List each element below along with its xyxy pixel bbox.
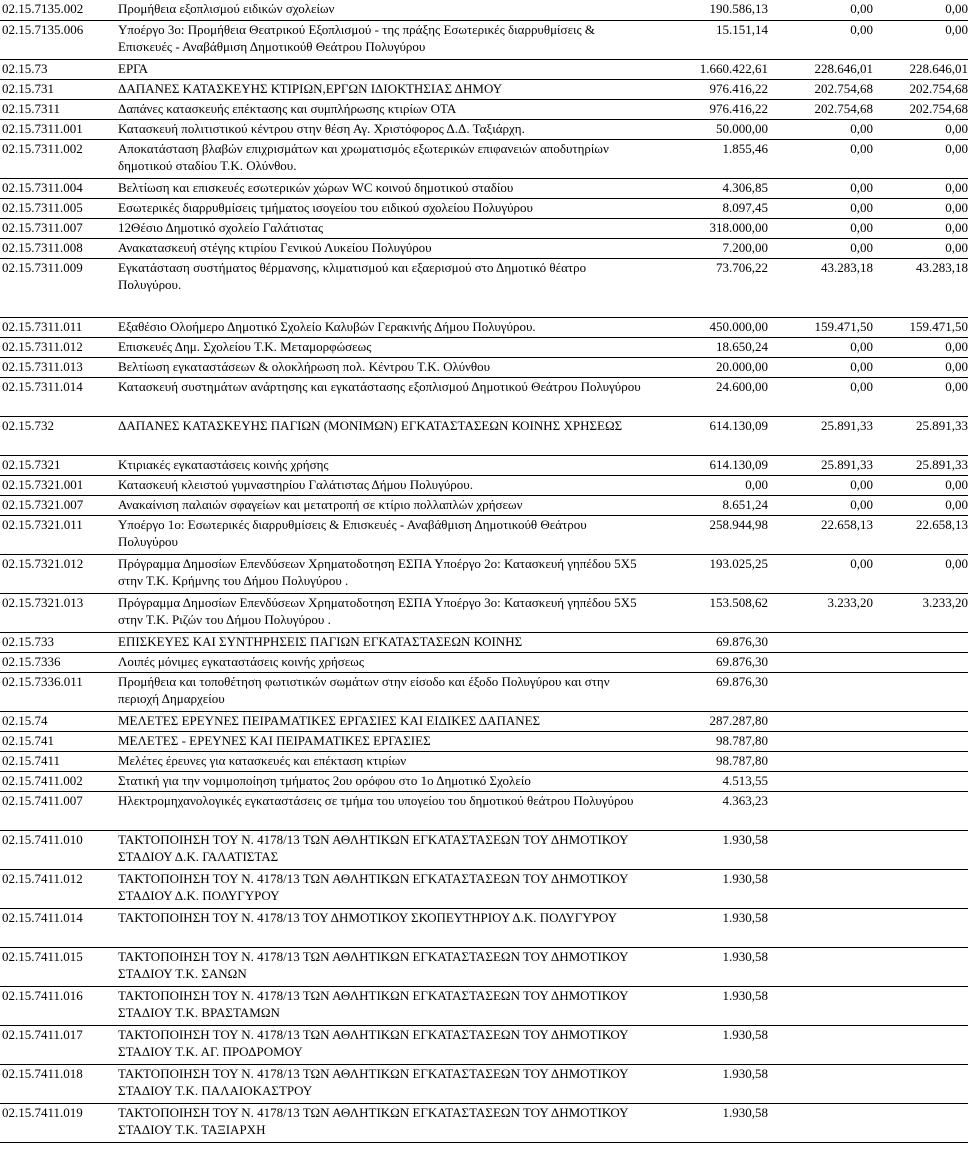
amount-committed: 0,00 [768, 178, 873, 198]
amount-committed: 22.658,13 [768, 515, 873, 554]
amount-committed: 25.891,33 [768, 455, 873, 475]
item-description: ΤΑΚΤΟΠΟΙΗΣΗ ΤΟΥ Ν. 4178/13 ΤΩΝ ΑΘΛΗΤΙΚΩΝ ΕΓΚΑΤΑΣΤΑΣΕΩΝ ΤΟΥ ΔΗΜΟΤΙΚΟΥ ΣΤΑΔΙΟΥ Δ.Κ. ΓΑΛΑΤΙΣΤΑΣ [116, 830, 646, 869]
amount-paid [873, 1103, 968, 1142]
amount-committed: 0,00 [768, 139, 873, 178]
item-description: Κατασκευή κλειστού γυμναστηρίου Γαλάτιστας Δήμου Πολυγύρου. [116, 475, 646, 495]
amount-budgeted: 1.930,58 [646, 830, 768, 869]
amount-paid: 228.646,01 [873, 59, 968, 79]
item-description: Κατασκευή πολιτιστικού κέντρου στην θέση Αγ. Χριστόφορος Δ.Δ. Ταξιάρχη. [116, 119, 646, 139]
amount-committed: 0,00 [768, 377, 873, 416]
table-row [0, 377, 968, 416]
item-description: Κατασκευή συστημάτων ανάρτησης και εγκατάστασης εξοπλισμού Δημοτικού Θεάτρου Πολυγύρου [116, 377, 646, 416]
amount-committed: 0,00 [768, 357, 873, 377]
item-description: ΤΑΚΤΟΠΟΙΗΣΗ ΤΟΥ Ν. 4178/13 ΤΩΝ ΑΘΛΗΤΙΚΩΝ ΕΓΚΑΤΑΣΤΑΣΕΩΝ ΤΟΥ ΔΗΜΟΤΙΚΟΥ ΣΤΑΔΙΟΥ Τ.Κ. ΑΓ. ΠΡΟΔΡΟΜΟΥ [116, 1025, 646, 1064]
amount-committed: 0,00 [768, 337, 873, 357]
table-row [0, 0, 968, 20]
table-row [0, 59, 968, 79]
amount-paid [873, 731, 968, 751]
amount-committed: 3.233,20 [768, 593, 873, 632]
amount-paid [873, 947, 968, 986]
account-code: 02.15.7411.010 [0, 830, 116, 869]
amount-committed: 0,00 [768, 0, 873, 20]
amount-budgeted: 614.130,09 [646, 455, 768, 475]
item-description: ΕΠΙΣΚΕΥΕΣ ΚΑΙ ΣΥΝΤΗΡΗΣΕΙΣ ΠΑΓΙΩΝ ΕΓΚΑΤΑΣΤΑΣΕΩΝ ΚΟΙΝΗΣ [116, 632, 646, 652]
amount-committed: 202.754,68 [768, 99, 873, 119]
amount-budgeted: 190.586,13 [646, 0, 768, 20]
amount-paid: 43.283,18 [873, 258, 968, 317]
amount-paid: 202.754,68 [873, 99, 968, 119]
account-code: 02.15.73 [0, 59, 116, 79]
item-description: ΤΑΚΤΟΠΟΙΗΣΗ ΤΟΥ Ν. 4178/13 ΤΩΝ ΑΘΛΗΤΙΚΩΝ ΕΓΚΑΤΑΣΤΑΣΕΩΝ ΤΟΥ ΔΗΜΟΤΙΚΟΥ ΣΤΑΔΙΟΥ Τ.Κ. ΤΑΞΙΑΡΧΗ [116, 1103, 646, 1142]
amount-paid: 159.471,50 [873, 317, 968, 337]
amount-committed [768, 986, 873, 1025]
amount-budgeted: 1.855,46 [646, 139, 768, 178]
amount-paid [873, 908, 968, 947]
table-row [0, 99, 968, 119]
table-row [0, 947, 968, 986]
item-description: 12Θέσιο Δημοτικό σχολείο Γαλάτιστας [116, 218, 646, 238]
table-row [0, 986, 968, 1025]
amount-budgeted: 98.787,80 [646, 751, 768, 771]
amount-committed [768, 1103, 873, 1142]
item-description: Υποέργο 3ο: Προμήθεια Θεατρικού Εξοπλισμού - της πράξης Εσωτερικές διαρρυθμίσεις & Επισκευές - Αναβάθμιση Δημοτικούθ Θεάτρου Πολυγύρου [116, 20, 646, 59]
amount-committed: 0,00 [768, 119, 873, 139]
amount-committed [768, 1025, 873, 1064]
account-code: 02.15.7321.011 [0, 515, 116, 554]
amount-budgeted: 73.706,22 [646, 258, 768, 317]
amount-committed [768, 1064, 873, 1103]
amount-committed [768, 791, 873, 830]
account-code: 02.15.7321.007 [0, 495, 116, 515]
account-code: 02.15.7411.017 [0, 1025, 116, 1064]
account-code: 02.15.7411.014 [0, 908, 116, 947]
table-row [0, 751, 968, 771]
table-row [0, 711, 968, 731]
item-description: Λοιπές μόνιμες εγκαταστάσεις κοινής χρήσεως [116, 652, 646, 672]
table-row [0, 20, 968, 59]
amount-paid: 0,00 [873, 20, 968, 59]
amount-committed [768, 947, 873, 986]
amount-committed [768, 711, 873, 731]
amount-paid [873, 652, 968, 672]
amount-budgeted: 976.416,22 [646, 99, 768, 119]
account-code: 02.15.7311.013 [0, 357, 116, 377]
account-code: 02.15.7311.004 [0, 178, 116, 198]
amount-paid: 22.658,13 [873, 515, 968, 554]
amount-budgeted: 1.930,58 [646, 869, 768, 908]
table-row [0, 198, 968, 218]
amount-budgeted: 193.025,25 [646, 554, 768, 593]
item-description: Εσωτερικές διαρρυθμίσεις τμήματος ισογείου του ειδικού σχολείου Πολυγύρου [116, 198, 646, 218]
account-code: 02.15.7311.011 [0, 317, 116, 337]
amount-budgeted: 4.306,85 [646, 178, 768, 198]
account-code: 02.15.7411.007 [0, 791, 116, 830]
amount-committed [768, 652, 873, 672]
amount-paid [873, 771, 968, 791]
item-description: Εγκατάσταση συστήματος θέρμανσης, κλιματισμού και εξαερισμού στο Δημοτικό θέατρο Πολυγύρου. [116, 258, 646, 317]
item-description: Δαπάνες κατασκευής επέκτασης και συμπλήρωσης κτιρίων ΟΤΑ [116, 99, 646, 119]
amount-paid [873, 1025, 968, 1064]
account-code: 02.15.741 [0, 731, 116, 751]
account-code: 02.15.7311.001 [0, 119, 116, 139]
amount-paid [873, 632, 968, 652]
amount-committed [768, 731, 873, 751]
item-description: ΜΕΛΕΤΕΣ ΕΡΕΥΝΕΣ ΠΕΙΡΑΜΑΤΙΚΕΣ ΕΡΓΑΣΙΕΣ ΚΑΙ ΕΙΔΙΚΕΣ ΔΑΠΑΝΕΣ [116, 711, 646, 731]
account-code: 02.15.7321.013 [0, 593, 116, 632]
account-code: 02.15.7311.014 [0, 377, 116, 416]
amount-committed: 25.891,33 [768, 416, 873, 455]
amount-committed: 0,00 [768, 554, 873, 593]
account-code: 02.15.731 [0, 79, 116, 99]
table-row [0, 317, 968, 337]
amount-paid: 0,00 [873, 0, 968, 20]
amount-budgeted: 287.287,80 [646, 711, 768, 731]
account-code: 02.15.7311 [0, 99, 116, 119]
amount-budgeted: 1.930,58 [646, 947, 768, 986]
table-row [0, 1103, 968, 1142]
item-description: ΔΑΠΑΝΕΣ ΚΑΤΑΣΚΕΥΗΣ ΚΤΙΡΙΩΝ,ΕΡΓΩΝ ΙΔΙΟΚΤΗΣΙΑΣ ΔΗΜΟΥ [116, 79, 646, 99]
account-code: 02.15.7411.019 [0, 1103, 116, 1142]
account-code: 02.15.7311.007 [0, 218, 116, 238]
amount-paid: 0,00 [873, 377, 968, 416]
item-description: Ανακαίνιση παλαιών σφαγείων και μετατροπή σε κτίριο πολλαπλών χρήσεων [116, 495, 646, 515]
item-description: Κτιριακές εγκαταστάσεις κοινής χρήσης [116, 455, 646, 475]
amount-budgeted: 614.130,09 [646, 416, 768, 455]
account-code: 02.15.7411.015 [0, 947, 116, 986]
amount-budgeted: 0,00 [646, 475, 768, 495]
amount-budgeted: 153.508,62 [646, 593, 768, 632]
amount-committed: 202.754,68 [768, 79, 873, 99]
amount-budgeted: 18.650,24 [646, 337, 768, 357]
account-code: 02.15.732 [0, 416, 116, 455]
item-description: Βελτίωση και επισκευές εσωτερικών χώρων WC κοινού δημοτικού σταδίου [116, 178, 646, 198]
amount-budgeted: 1.930,58 [646, 986, 768, 1025]
amount-budgeted: 318.000,00 [646, 218, 768, 238]
amount-paid: 0,00 [873, 119, 968, 139]
account-code: 02.15.7336.011 [0, 672, 116, 711]
amount-committed [768, 908, 873, 947]
amount-budgeted: 15.151,14 [646, 20, 768, 59]
amount-paid: 0,00 [873, 218, 968, 238]
table-row [0, 830, 968, 869]
amount-committed [768, 632, 873, 652]
amount-budgeted: 4.513,55 [646, 771, 768, 791]
amount-paid [873, 986, 968, 1025]
item-description: Προμήθεια και τοποθέτηση φωτιστικών σωμάτων στην είσοδο και έξοδο Πολυγύρου και στην περιοχή Δημαρχείου [116, 672, 646, 711]
item-description: Προμήθεια εξοπλισμού ειδικών σχολείων [116, 0, 646, 20]
amount-budgeted: 1.930,58 [646, 1064, 768, 1103]
amount-budgeted: 258.944,98 [646, 515, 768, 554]
amount-paid [873, 830, 968, 869]
amount-paid: 25.891,33 [873, 455, 968, 475]
table-row [0, 218, 968, 238]
table-row [0, 515, 968, 554]
amount-committed [768, 751, 873, 771]
table-row [0, 771, 968, 791]
amount-committed [768, 830, 873, 869]
table-row [0, 178, 968, 198]
table-row [0, 908, 968, 947]
account-code: 02.15.7411.012 [0, 869, 116, 908]
amount-paid: 0,00 [873, 357, 968, 377]
amount-paid [873, 711, 968, 731]
amount-committed: 43.283,18 [768, 258, 873, 317]
amount-paid [873, 751, 968, 771]
amount-paid: 25.891,33 [873, 416, 968, 455]
table-row [0, 869, 968, 908]
table-row [0, 632, 968, 652]
item-description: Πρόγραμμα Δημοσίων Επενδύσεων Χρηματοδοτηση ΕΣΠΑ Υποέργο 3ο: Κατασκευή γηπέδου 5Χ5 στην Τ.Κ. Ριζών του Δήμου Πολυγύρου . [116, 593, 646, 632]
account-code: 02.15.7311.005 [0, 198, 116, 218]
account-code: 02.15.7411.018 [0, 1064, 116, 1103]
item-description: ΤΑΚΤΟΠΟΙΗΣΗ ΤΟΥ Ν. 4178/13 ΤΩΝ ΑΘΛΗΤΙΚΩΝ ΕΓΚΑΤΑΣΤΑΣΕΩΝ ΤΟΥ ΔΗΜΟΤΙΚΟΥ ΣΤΑΔΙΟΥ Δ.Κ. ΠΟΛΥΓΥΡΟΥ [116, 869, 646, 908]
account-code: 02.15.7336 [0, 652, 116, 672]
table-row [0, 337, 968, 357]
amount-paid [873, 791, 968, 830]
item-description: Πρόγραμμα Δημοσίων Επενδύσεων Χρηματοδοτηση ΕΣΠΑ Υποέργο 2ο: Κατασκευή γηπέδου 5Χ5 στην Τ.Κ. Κρήμνης του Δήμου Πολυγύρου . [116, 554, 646, 593]
table-row [0, 652, 968, 672]
amount-paid: 0,00 [873, 198, 968, 218]
amount-committed [768, 869, 873, 908]
table-row [0, 672, 968, 711]
table-row [0, 1064, 968, 1103]
amount-budgeted: 69.876,30 [646, 652, 768, 672]
table-row [0, 139, 968, 178]
table-row [0, 1025, 968, 1064]
amount-budgeted: 20.000,00 [646, 357, 768, 377]
amount-budgeted: 24.600,00 [646, 377, 768, 416]
amount-budgeted: 7.200,00 [646, 238, 768, 258]
amount-budgeted: 1.930,58 [646, 1025, 768, 1064]
amount-budgeted: 1.930,58 [646, 908, 768, 947]
amount-budgeted: 69.876,30 [646, 632, 768, 652]
amount-paid [873, 1064, 968, 1103]
account-code: 02.15.7311.012 [0, 337, 116, 357]
amount-paid: 3.233,20 [873, 593, 968, 632]
amount-committed [768, 771, 873, 791]
amount-budgeted: 450.000,00 [646, 317, 768, 337]
account-code: 02.15.733 [0, 632, 116, 652]
table-row [0, 731, 968, 751]
amount-committed: 228.646,01 [768, 59, 873, 79]
amount-paid: 0,00 [873, 554, 968, 593]
account-code: 02.15.7321.001 [0, 475, 116, 495]
table-row [0, 79, 968, 99]
item-description: ΜΕΛΕΤΕΣ - ΕΡΕΥΝΕΣ ΚΑΙ ΠΕΙΡΑΜΑΤΙΚΕΣ ΕΡΓΑΣΙΕΣ [116, 731, 646, 751]
amount-budgeted: 1.930,58 [646, 1103, 768, 1142]
item-description: ΤΑΚΤΟΠΟΙΗΣΗ ΤΟΥ Ν. 4178/13 ΤΩΝ ΑΘΛΗΤΙΚΩΝ ΕΓΚΑΤΑΣΤΑΣΕΩΝ ΤΟΥ ΔΗΜΟΤΙΚΟΥ ΣΤΑΔΙΟΥ Τ.Κ. ΠΑΛΑΙΟΚΑΣΤΡΟΥ [116, 1064, 646, 1103]
account-code: 02.15.7311.009 [0, 258, 116, 317]
item-description: Εξαθέσιο Ολοήμερο Δημοτικό Σχολείο Καλυβών Γερακινής Δήμου Πολυγύρου. [116, 317, 646, 337]
amount-paid: 0,00 [873, 475, 968, 495]
amount-budgeted: 1.660.422,61 [646, 59, 768, 79]
amount-paid: 0,00 [873, 139, 968, 178]
item-description: Ηλεκτρομηχανολογικές εγκαταστάσεις σε τμήμα του υπογείου του δημοτικού θεάτρου Πολυγύρου [116, 791, 646, 830]
amount-committed: 0,00 [768, 218, 873, 238]
amount-committed: 159.471,50 [768, 317, 873, 337]
table-row [0, 593, 968, 632]
amount-paid [873, 672, 968, 711]
amount-paid: 0,00 [873, 238, 968, 258]
amount-paid: 0,00 [873, 337, 968, 357]
item-description: Μελέτες έρευνες για κατασκευές και επέκταση κτιρίων [116, 751, 646, 771]
account-code: 02.15.7135.002 [0, 0, 116, 20]
item-description: ΔΑΠΑΝΕΣ ΚΑΤΑΣΚΕΥΗΣ ΠΑΓΙΩΝ (ΜΟΝΙΜΩΝ) ΕΓΚΑΤΑΣΤΑΣΕΩΝ ΚΟΙΝΗΣ ΧΡΗΣΕΩΣ [116, 416, 646, 455]
item-description: Ανακατασκευή στέγης κτιρίου Γενικού Λυκείου Πολυγύρου [116, 238, 646, 258]
table-row [0, 119, 968, 139]
amount-committed: 0,00 [768, 198, 873, 218]
item-description: ΕΡΓΑ [116, 59, 646, 79]
amount-budgeted: 4.363,23 [646, 791, 768, 830]
table-row [0, 791, 968, 830]
table-row [0, 455, 968, 475]
table-row [0, 495, 968, 515]
account-code: 02.15.74 [0, 711, 116, 731]
account-code: 02.15.7411.016 [0, 986, 116, 1025]
item-description: ΤΑΚΤΟΠΟΙΗΣΗ ΤΟΥ Ν. 4178/13 ΤΩΝ ΑΘΛΗΤΙΚΩΝ ΕΓΚΑΤΑΣΤΑΣΕΩΝ ΤΟΥ ΔΗΜΟΤΙΚΟΥ ΣΤΑΔΙΟΥ Τ.Κ. ΣΑΝΩΝ [116, 947, 646, 986]
amount-budgeted: 8.097,45 [646, 198, 768, 218]
account-code: 02.15.7311.002 [0, 139, 116, 178]
amount-budgeted: 976.416,22 [646, 79, 768, 99]
item-description: Βελτίωση εγκαταστάσεων & ολοκλήρωση πολ. Κέντρου Τ.Κ. Ολύνθου [116, 357, 646, 377]
item-description: ΤΑΚΤΟΠΟΙΗΣΗ ΤΟΥ Ν. 4178/13 ΤΩΝ ΑΘΛΗΤΙΚΩΝ ΕΓΚΑΤΑΣΤΑΣΕΩΝ ΤΟΥ ΔΗΜΟΤΙΚΟΥ ΣΤΑΔΙΟΥ Τ.Κ. ΒΡΑΣΤΑΜΩΝ [116, 986, 646, 1025]
table-row [0, 416, 968, 455]
amount-committed: 0,00 [768, 475, 873, 495]
item-description: Επισκευές Δημ. Σχολείου Τ.Κ. Μεταμορφώσεως [116, 337, 646, 357]
amount-budgeted: 69.876,30 [646, 672, 768, 711]
table-row [0, 357, 968, 377]
account-code: 02.15.7311.008 [0, 238, 116, 258]
amount-committed [768, 672, 873, 711]
table-row [0, 238, 968, 258]
item-description: Αποκατάσταση βλαβών επιχρισμάτων και χρωματισμός εξωτερικών επιφανειών αποδυτηρίων δημοτικού σταδίου Τ.Κ. Ολύνθου. [116, 139, 646, 178]
amount-committed: 0,00 [768, 20, 873, 59]
amount-paid: 0,00 [873, 178, 968, 198]
item-description: Στατική για την νομιμοποίηση τμήματος 2ου ορόφου στο 1ο Δημοτικό Σχολείο [116, 771, 646, 791]
account-code: 02.15.7411.002 [0, 771, 116, 791]
amount-paid [873, 869, 968, 908]
table-row [0, 258, 968, 317]
account-code: 02.15.7321.012 [0, 554, 116, 593]
amount-committed: 0,00 [768, 238, 873, 258]
account-code: 02.15.7411 [0, 751, 116, 771]
account-code: 02.15.7321 [0, 455, 116, 475]
item-description: ΤΑΚΤΟΠΟΙΗΣΗ ΤΟΥ Ν. 4178/13 ΤΟΥ ΔΗΜΟΤΙΚΟΥ ΣΚΟΠΕΥΤΗΡΙΟΥ Δ.Κ. ΠΟΛΥΓΥΡΟΥ [116, 908, 646, 947]
amount-budgeted: 8.651,24 [646, 495, 768, 515]
account-code: 02.15.7135.006 [0, 20, 116, 59]
amount-paid: 0,00 [873, 495, 968, 515]
amount-budgeted: 98.787,80 [646, 731, 768, 751]
amount-paid: 202.754,68 [873, 79, 968, 99]
table-row [0, 554, 968, 593]
item-description: Υποέργο 1ο: Εσωτερικές διαρρυθμίσεις & Επισκευές - Αναβάθμιση Δημοτικούθ Θεάτρου Πολυγύρου [116, 515, 646, 554]
amount-budgeted: 50.000,00 [646, 119, 768, 139]
table-row [0, 475, 968, 495]
amount-committed: 0,00 [768, 495, 873, 515]
